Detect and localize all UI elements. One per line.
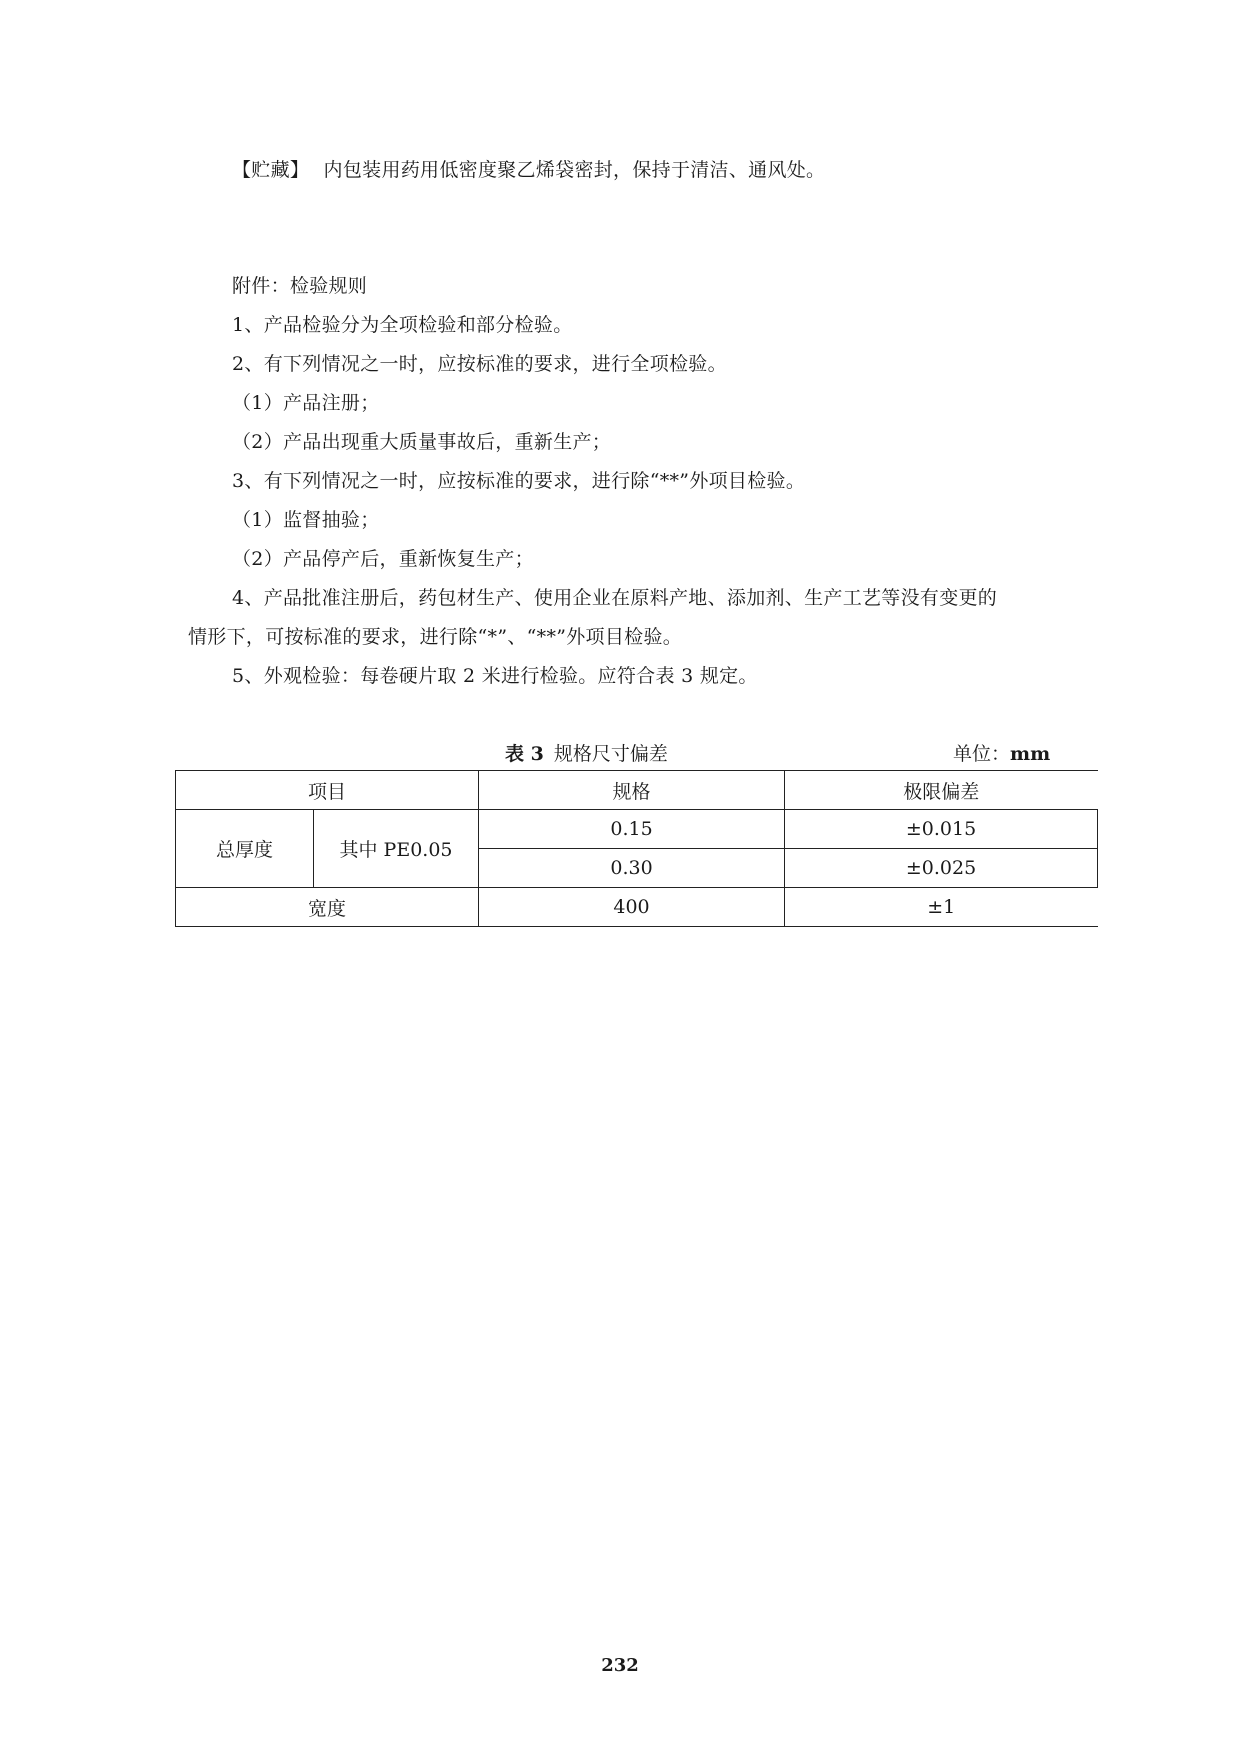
rule-line-8: 4、产品批准注册后，药包材生产、使用企业在原料产地、添加剂、生产工艺等没有变更的 [232,587,998,609]
width-label: 宽度 [176,888,479,927]
width-tolerance: ±1 [785,888,1098,927]
rule-line-6: （1）监督抽验； [232,509,380,531]
table-caption-title: 规格尺寸偏差 [553,743,668,765]
rule-line-1: 1、产品检验分为全项检验和部分检验。 [232,314,573,336]
table-unit-label: 单位： [953,743,1011,765]
spec-table [175,770,1098,927]
thickness-spec-1: 0.15 [479,810,785,849]
storage-paragraph [232,158,825,182]
header-spec: 规格 [479,771,785,810]
thickness-sub: 其中 PE0.05 [314,810,479,888]
thickness-spec-2: 0.30 [479,849,785,888]
table-header-row [176,771,1098,810]
header-tolerance: 极限偏差 [785,771,1098,810]
rule-line-10: 5、外观检验：每卷硬片取 2 米进行检验。应符合表 3 规定。 [232,665,758,687]
thickness-tolerance-2: ±0.025 [785,849,1098,888]
table-row [176,810,1098,849]
rule-line-9: 情形下，可按标准的要求，进行除“*”、“**”外项目检验。 [188,626,683,648]
width-spec: 400 [479,888,785,927]
rule-line-2: 2、有下列情况之一时，应按标准的要求，进行全项检验。 [232,353,727,375]
rule-line-5: 3、有下列情况之一时，应按标准的要求，进行除“**”外项目检验。 [232,470,806,492]
thickness-tolerance-1: ±0.015 [785,810,1098,849]
rule-line-4: （2）产品出现重大质量事故后，重新生产； [232,431,612,453]
header-item: 项目 [176,771,479,810]
storage-text: 内包装用药用低密度聚乙烯袋密封，保持于清洁、通风处。 [323,159,826,181]
table-caption-number: 表 3 [505,743,544,765]
appendix-title: 附件：检验规则 [232,275,368,297]
table-caption [505,742,668,766]
table-row [176,888,1098,927]
storage-label: 【贮藏】 [232,159,310,181]
thickness-label: 总厚度 [176,810,314,888]
rule-line-7: （2）产品停产后，重新恢复生产； [232,548,534,570]
page-number: 232 [601,1655,639,1676]
table-unit [953,742,1050,766]
rule-line-3: （1）产品注册； [232,392,380,414]
table-unit-value: mm [1010,743,1051,765]
